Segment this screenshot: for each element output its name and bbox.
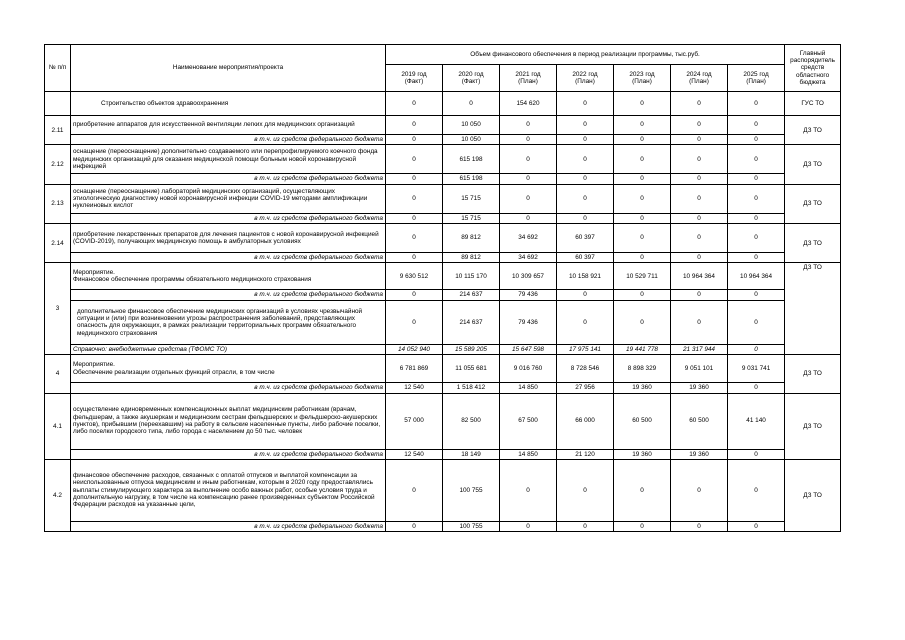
value-cell: 0	[728, 459, 785, 521]
value-cell: 0	[386, 184, 443, 213]
value-cell: 0	[671, 135, 728, 145]
value-cell: 0	[671, 300, 728, 344]
value-cell: 12 540	[386, 383, 443, 393]
value-cell: 0	[728, 383, 785, 393]
value-cell: 0	[386, 459, 443, 521]
value-cell: 79 436	[500, 300, 557, 344]
value-cell: 10 050	[443, 116, 500, 135]
value-cell: 79 436	[500, 290, 557, 300]
row-name-line2: Финансовое обеспечение программы обязательного медицинского страхования	[73, 276, 312, 284]
value-cell: 0	[671, 92, 728, 116]
value-cell: 0	[728, 213, 785, 223]
value-cell: 11 055 681	[443, 355, 500, 383]
value-cell: 0	[614, 224, 671, 253]
value-cell: 0	[614, 145, 671, 174]
value-cell: 0	[728, 253, 785, 263]
table-row	[45, 184, 841, 213]
value-cell: 0	[671, 145, 728, 174]
value-cell: 0	[500, 174, 557, 184]
row-number: 4.2	[45, 459, 71, 531]
federal-subrow	[45, 253, 841, 263]
row-number: 2.12	[45, 145, 71, 184]
value-cell: 0	[728, 290, 785, 300]
value-cell: 154 620	[500, 92, 557, 116]
value-cell: 615 198	[443, 145, 500, 174]
table-row	[45, 263, 841, 290]
value-cell: 6 781 869	[386, 355, 443, 383]
value-cell: 0	[500, 521, 557, 531]
subrow-label: в т.ч. из средств федерального бюджета	[71, 135, 386, 145]
value-cell: 615 198	[443, 174, 500, 184]
row-number: 4.1	[45, 393, 71, 459]
value-cell: 21 317 944	[671, 344, 728, 354]
value-cell: 10 158 921	[557, 263, 614, 290]
value-cell: 0	[443, 92, 500, 116]
row-name: дополнительное финансовое обеспечение медицинских организаций в условиях чрезвычайной ситуации и (или) при возникновении угрозы распространения заболеваний, представляющих опасность для окружающих, в рамках реализации территориальных программ обязательного медицинского страхования	[71, 300, 386, 344]
federal-subrow	[45, 383, 841, 393]
value-cell: 0	[614, 135, 671, 145]
value-cell: 0	[728, 174, 785, 184]
value-cell: 0	[671, 459, 728, 521]
org-cell: ДЗ ТО	[785, 355, 841, 393]
value-cell: 0	[557, 184, 614, 213]
value-cell: 0	[557, 459, 614, 521]
reference-subrow	[45, 344, 841, 354]
federal-subrow	[45, 135, 841, 145]
value-cell: 9 016 760	[500, 355, 557, 383]
row-number: 2.14	[45, 224, 71, 263]
value-cell: 0	[557, 290, 614, 300]
table-row	[45, 300, 841, 344]
value-cell: 0	[557, 174, 614, 184]
header-year: 2023 год (План)	[614, 65, 671, 92]
federal-subrow	[45, 290, 841, 300]
value-cell: 10 964 364	[671, 263, 728, 290]
value-cell: 66 000	[557, 393, 614, 449]
value-cell: 89 812	[443, 253, 500, 263]
value-cell: 0	[557, 135, 614, 145]
row-number: 4	[45, 355, 71, 393]
value-cell: 0	[500, 116, 557, 135]
value-cell: 0	[614, 290, 671, 300]
row-number: 2.13	[45, 184, 71, 223]
reference-label: Справочно: внебюджетные средства (ТФОМС ТО)	[71, 344, 386, 354]
value-cell: 0	[386, 213, 443, 223]
org-cell: ДЗ ТО	[785, 459, 841, 531]
subrow-label: в т.ч. из средств федерального бюджета	[71, 290, 386, 300]
org-cell: ДЗ ТО	[785, 393, 841, 459]
value-cell: 0	[386, 300, 443, 344]
value-cell: 10 309 657	[500, 263, 557, 290]
value-cell: 0	[728, 116, 785, 135]
value-cell: 0	[728, 521, 785, 531]
header-year: 2022 год (План)	[557, 65, 614, 92]
value-cell: 8 898 329	[614, 355, 671, 383]
value-cell: 60 397	[557, 224, 614, 253]
row-number: 2.11	[45, 116, 71, 145]
value-cell: 19 360	[671, 449, 728, 459]
value-cell: 15 715	[443, 213, 500, 223]
subrow-label: в т.ч. из средств федерального бюджета	[71, 521, 386, 531]
row-name: приобретение лекарственных препаратов для лечения пациентов с новой коронавирусной инфекцией (COVID-2019), получающих медицинскую помощь в амбулаторных условиях	[71, 224, 386, 253]
value-cell: 0	[557, 145, 614, 174]
row-number: 3	[45, 263, 71, 355]
value-cell: 0	[614, 253, 671, 263]
value-cell: 0	[671, 253, 728, 263]
value-cell: 19 360	[671, 383, 728, 393]
value-cell: 9 051 101	[671, 355, 728, 383]
value-cell: 0	[614, 116, 671, 135]
value-cell: 0	[614, 459, 671, 521]
value-cell: 21 120	[557, 449, 614, 459]
value-cell: 0	[557, 521, 614, 531]
value-cell: 10 529 711	[614, 263, 671, 290]
value-cell: 57 000	[386, 393, 443, 449]
row-name: финансовое обеспечение расходов, связанных с оплатой отпусков и выплатой компенсации за неиспользованные отпуска медицинским и иным работникам, которым в 2020 году предоставлялись выплаты стимулирующего характера за выполнение особо важных работ, особые условия труда и дополнительную нагрузку, в том числе на компенсацию ранее произведенных субъектом Российской Федерации расходов на указанные цели,	[71, 459, 386, 521]
value-cell: 0	[728, 145, 785, 174]
value-cell: 15 647 598	[500, 344, 557, 354]
header-year: 2019 год (Факт)	[386, 65, 443, 92]
table-row	[45, 393, 841, 449]
value-cell: 0	[728, 449, 785, 459]
value-cell: 14 850	[500, 449, 557, 459]
value-cell: 0	[728, 300, 785, 344]
org-cell: ДЗ ТО	[785, 263, 841, 355]
value-cell: 34 692	[500, 253, 557, 263]
org-cell: ДЗ ТО	[785, 184, 841, 223]
value-cell: 15 589 205	[443, 344, 500, 354]
value-cell: 0	[557, 300, 614, 344]
value-cell: 100 755	[443, 521, 500, 531]
value-cell: 0	[500, 145, 557, 174]
value-cell: 89 812	[443, 224, 500, 253]
value-cell: 100 755	[443, 459, 500, 521]
federal-subrow	[45, 174, 841, 184]
org-cell: ДЗ ТО	[785, 224, 841, 263]
federal-subrow	[45, 213, 841, 223]
value-cell: 0	[728, 184, 785, 213]
value-cell: 0	[671, 224, 728, 253]
header-year: 2025 год (План)	[728, 65, 785, 92]
value-cell: 10 115 170	[443, 263, 500, 290]
value-cell: 41 140	[728, 393, 785, 449]
table-row	[45, 355, 841, 383]
value-cell: 12 540	[386, 449, 443, 459]
subrow-label: в т.ч. из средств федерального бюджета	[71, 383, 386, 393]
value-cell: 82 500	[443, 393, 500, 449]
value-cell: 0	[500, 135, 557, 145]
value-cell: 214 637	[443, 290, 500, 300]
row-name	[71, 355, 386, 383]
row-name: осуществление единовременных компенсационных выплат медицинским работникам (врачам, фельдшерам, а также акушеркам и медицинским сестрам фельдшерских и фельдшерско-акушерских пунктов), прибывшим (переехавшим) на работу в сельские населенные пункты, либо рабочие поселки, либо поселки городского типа, либо города с населением до 50 тыс. человек	[71, 393, 386, 449]
subrow-label: в т.ч. из средств федерального бюджета	[71, 253, 386, 263]
value-cell: 0	[557, 92, 614, 116]
value-cell: 14 850	[500, 383, 557, 393]
value-cell: 14 052 940	[386, 344, 443, 354]
value-cell: 0	[614, 174, 671, 184]
row-name	[71, 263, 386, 290]
value-cell: 0	[671, 116, 728, 135]
value-cell: 27 956	[557, 383, 614, 393]
value-cell: 0	[728, 224, 785, 253]
value-cell: 0	[386, 174, 443, 184]
value-cell: 60 500	[614, 393, 671, 449]
value-cell: 34 692	[500, 224, 557, 253]
row-number	[45, 92, 71, 116]
header-finance: Объем финансового обеспечения в период реализации программы, тыс.руб.	[386, 45, 785, 65]
value-cell: 9 630 512	[386, 263, 443, 290]
row-name-line2: Обеспечение реализации отдельных функций отрасли, в том числе	[73, 368, 275, 376]
value-cell: 0	[614, 300, 671, 344]
value-cell: 0	[671, 213, 728, 223]
value-cell: 0	[500, 184, 557, 213]
table-row	[45, 145, 841, 174]
value-cell: 0	[557, 116, 614, 135]
value-cell: 0	[614, 92, 671, 116]
value-cell: 0	[386, 135, 443, 145]
row-name: оснащение (переоснащение) лабораторий медицинских организаций, осуществляющих этиологическую диагностику новой коронавирусной инфекции COVID-19 методами амплификации нуклеиновых кислот	[71, 184, 386, 213]
subrow-label: в т.ч. из средств федерального бюджета	[71, 449, 386, 459]
org-cell: ГУС ТО	[785, 92, 841, 116]
value-cell: 0	[386, 290, 443, 300]
value-cell: 0	[386, 116, 443, 135]
header-year: 2020 год (Факт)	[443, 65, 500, 92]
table-row	[45, 116, 841, 135]
value-cell: 17 975 141	[557, 344, 614, 354]
value-cell: 0	[386, 145, 443, 174]
program-finance-table	[44, 44, 841, 532]
header-year: 2024 год (План)	[671, 65, 728, 92]
value-cell: 0	[386, 521, 443, 531]
value-cell: 19 360	[614, 449, 671, 459]
row-name-line1: Мероприятие.	[73, 269, 115, 277]
row-name: оснащение (переоснащение) дополнительно создаваемого или перепрофилируемого коечного фонда медицинских организаций для оказания медицинской помощи больным новой коронавирусной инфекцией	[71, 145, 386, 174]
value-cell: 19 441 778	[614, 344, 671, 354]
table-row	[45, 459, 841, 521]
value-cell: 0	[500, 459, 557, 521]
value-cell: 0	[728, 344, 785, 354]
value-cell: 0	[386, 92, 443, 116]
value-cell: 0	[386, 224, 443, 253]
header-org: Главный распорядитель средств областного бюджета	[785, 45, 841, 92]
value-cell: 8 728 546	[557, 355, 614, 383]
value-cell: 0	[614, 213, 671, 223]
value-cell: 0	[728, 135, 785, 145]
value-cell: 60 397	[557, 253, 614, 263]
row-name: Строительство объектов здравоохранения	[71, 92, 386, 116]
value-cell: 9 031 741	[728, 355, 785, 383]
value-cell: 60 500	[671, 393, 728, 449]
value-cell: 15 715	[443, 184, 500, 213]
subrow-label: в т.ч. из средств федерального бюджета	[71, 213, 386, 223]
value-cell: 0	[614, 521, 671, 531]
header-name: Наименование мероприятия/проекта	[71, 45, 386, 92]
value-cell: 0	[671, 521, 728, 531]
subrow-label: в т.ч. из средств федерального бюджета	[71, 174, 386, 184]
value-cell: 0	[671, 290, 728, 300]
value-cell: 67 500	[500, 393, 557, 449]
org-cell: ДЗ ТО	[785, 116, 841, 145]
value-cell: 214 637	[443, 300, 500, 344]
value-cell: 0	[500, 213, 557, 223]
row-name-line1: Мероприятие.	[73, 361, 115, 369]
value-cell: 10 050	[443, 135, 500, 145]
value-cell: 0	[386, 253, 443, 263]
federal-subrow	[45, 449, 841, 459]
value-cell: 1 518 412	[443, 383, 500, 393]
value-cell: 18 149	[443, 449, 500, 459]
header-number: № п/п	[45, 45, 71, 92]
value-cell: 0	[557, 213, 614, 223]
table-row	[45, 224, 841, 253]
header-year: 2021 год (План)	[500, 65, 557, 92]
value-cell: 0	[614, 184, 671, 213]
value-cell: 0	[728, 92, 785, 116]
value-cell: 0	[671, 184, 728, 213]
value-cell: 19 360	[614, 383, 671, 393]
value-cell: 0	[671, 174, 728, 184]
row-name: приобретение аппаратов для искусственной вентиляции легких для медицинских организаций	[71, 116, 386, 135]
table-row	[45, 92, 841, 116]
org-cell: ДЗ ТО	[785, 145, 841, 184]
federal-subrow	[45, 521, 841, 531]
value-cell: 10 964 364	[728, 263, 785, 290]
